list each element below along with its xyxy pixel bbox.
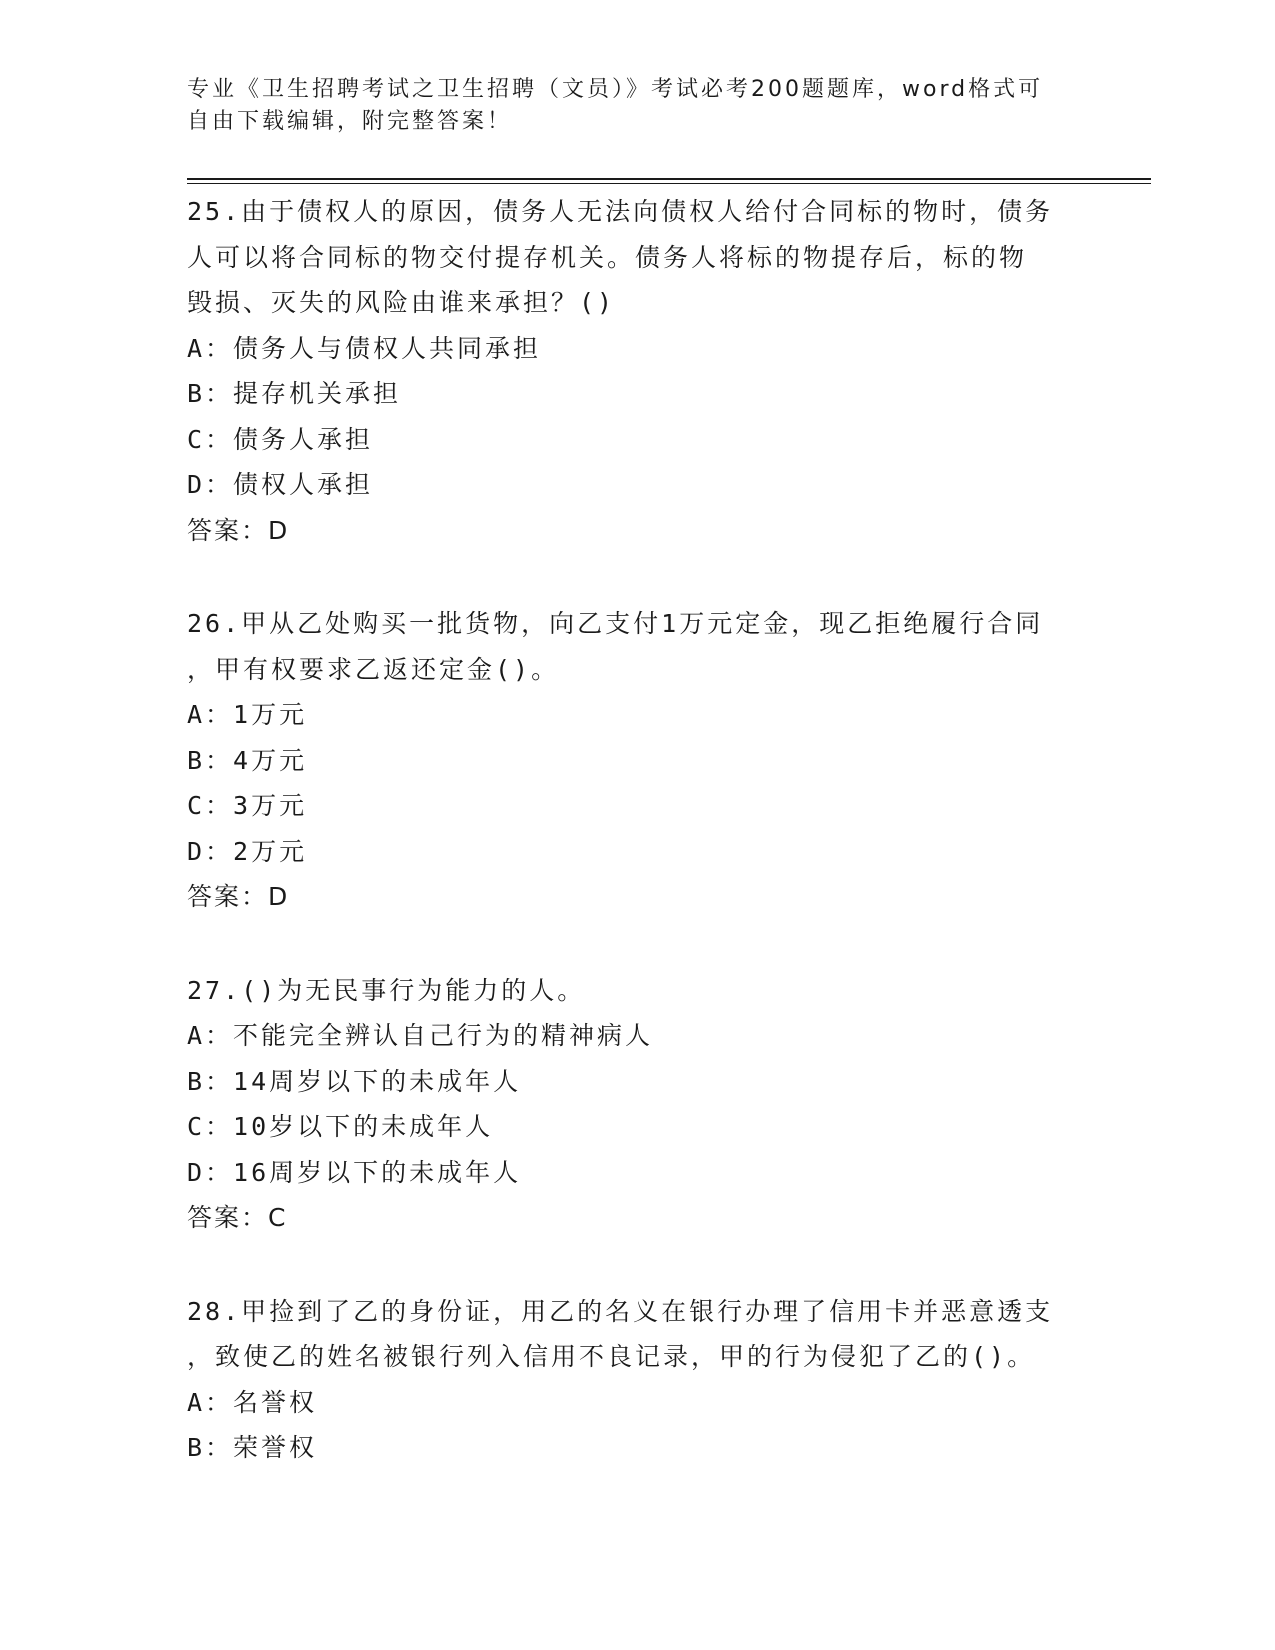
- answer: 答案：D: [187, 882, 290, 911]
- question-stem-line: 26.甲从乙处购买一批货物，向乙支付1万元定金，现乙拒绝履行合同: [187, 609, 1044, 638]
- option-a: A：债务人与债权人共同承担: [187, 333, 542, 363]
- option-d: D：债权人承担: [187, 470, 374, 499]
- option-a: A：不能完全辨认自己行为的精神病人: [187, 1021, 654, 1050]
- answer: 答案：D: [187, 515, 290, 545]
- option-b: B：提存机关承担: [187, 379, 402, 408]
- question-27: [187, 968, 1077, 1241]
- option-a: A：1万元: [187, 700, 308, 729]
- header-rule-thick: [187, 178, 1151, 180]
- option-c: C：10岁以下的未成年人: [187, 1112, 494, 1141]
- option-d: D：16周岁以下的未成年人: [187, 1157, 522, 1187]
- option-c: C：3万元: [187, 791, 308, 820]
- header-rule-thin: [187, 183, 1151, 184]
- option-c: C：债务人承担: [187, 424, 374, 454]
- question-stem-line: 27.()为无民事行为能力的人。: [187, 975, 586, 1005]
- question-25: [187, 189, 1077, 553]
- option-b: B：荣誉权: [187, 1433, 318, 1462]
- option-b: B：4万元: [187, 745, 308, 775]
- question-26: [187, 601, 1077, 920]
- document-header: 专业《卫生招聘考试之卫生招聘（文员）》考试必考200题题库，word格式可自由下载编辑，附完整答案！: [187, 77, 1044, 134]
- question-28: [187, 1289, 1077, 1471]
- answer: 答案：C: [187, 1203, 288, 1232]
- question-stem-line: ，甲有权要求乙返还定金()。: [187, 654, 560, 684]
- question-stem-line: 人可以将合同标的物交付提存机关。债务人将标的物提存后，标的物: [187, 242, 1028, 272]
- option-a: A：名誉权: [187, 1387, 318, 1417]
- question-stem-line: 28.甲捡到了乙的身份证，用乙的名义在银行办理了信用卡并恶意透支: [187, 1296, 1054, 1326]
- question-stem-line: 25.由于债权人的原因，债务人无法向债权人给付合同标的物时，债务: [187, 197, 1054, 226]
- question-list: [187, 189, 1077, 1519]
- question-stem-line: 毁损、灭失的风险由谁来承担？(): [187, 288, 616, 317]
- question-stem-line: ，致使乙的姓名被银行列入信用不良记录，甲的行为侵犯了乙的()。: [187, 1342, 1036, 1371]
- option-d: D：2万元: [187, 836, 308, 866]
- option-b: B：14周岁以下的未成年人: [187, 1066, 522, 1096]
